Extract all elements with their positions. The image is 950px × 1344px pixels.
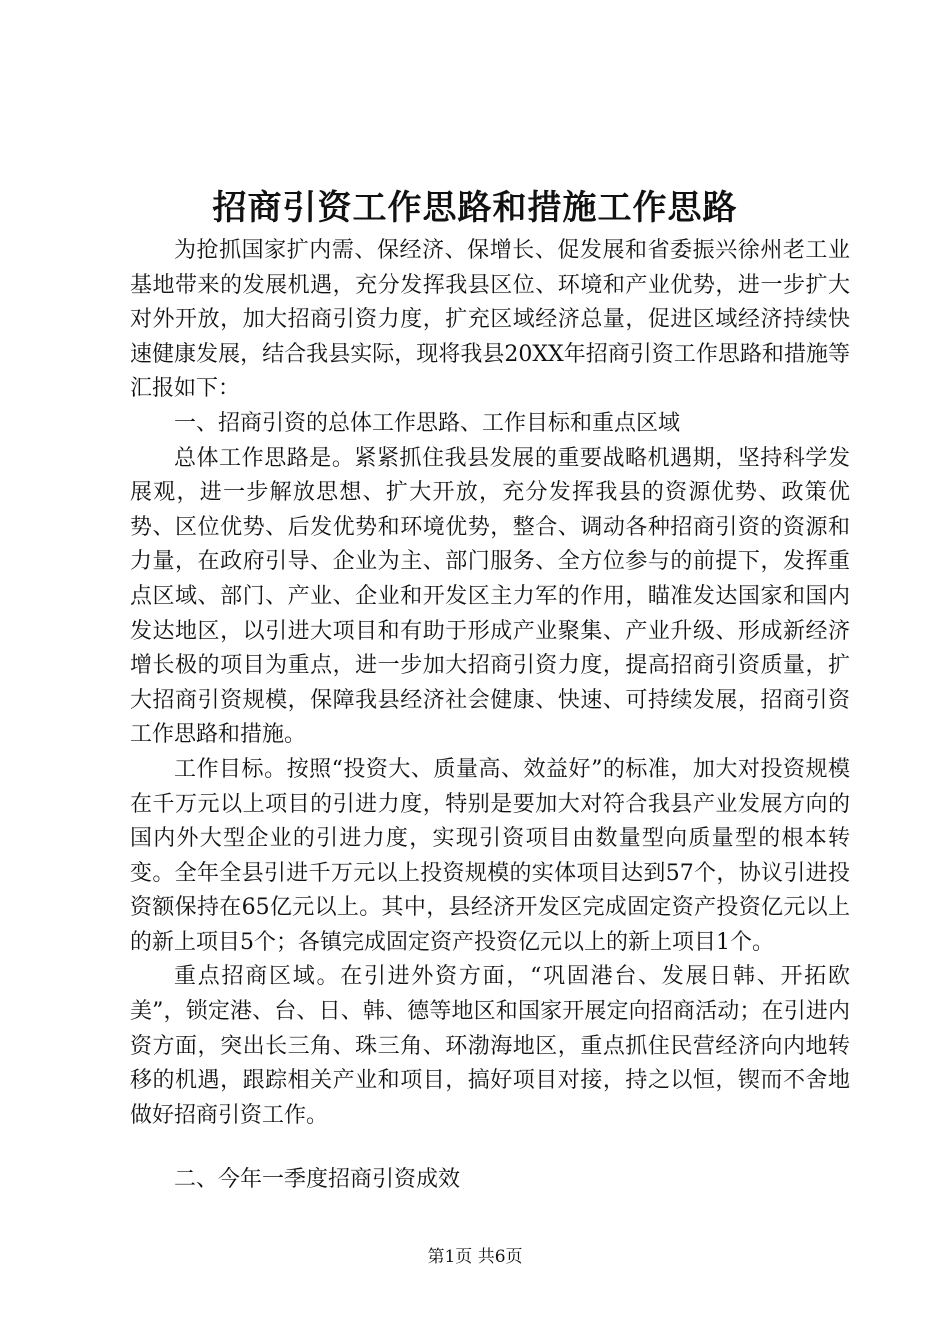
document-title: 招商引资工作思路和措施工作思路 bbox=[212, 188, 738, 228]
overall-approach-paragraph: 总体工作思路是。紧紧抓住我县发展的重要战略机遇期，坚持科学发展观，进一步解放思想、扩大开放，充分发挥我县的资源优势、政策优势、区位优势、后发优势和环境优势，整合、调动各种招商引资的资源和力量，在政府引导、企业为主、部门服务、全方位参与的前提下，发挥重点区域、部门、产业、企业和开发区主力军的作用，瞄准发达国家和国内发达地区，以引进大项目和有助于形成产业聚集、产业升级、形成新经济增长极的项目为重点，进一步加大招商引资力度，提高招商引资质量，扩大招商引资规模，保障我县经济社会健康、快速、可持续发展，招商引资工作思路和措施。 bbox=[130, 445, 850, 748]
key-regions-paragraph: 重点招商区域。在引进外资方面，“巩固港台、发展日韩、开拓欧美”，锁定港、台、日、韩、德等地区和国家开展定向招商活动；在引进内资方面，突出长三角、珠三角、环渤海地区，重点抓住民营经济向内地转移的机遇，跟踪相关产业和项目，搞好项目对接，持之以恒，锲而不舍地做好招商引资工作。 bbox=[130, 964, 850, 1128]
intro-paragraph: 为抢抓国家扩内需、保经济、保增长、促发展和省委振兴徐州老工业基地带来的发展机遇，充分发挥我县区位、环境和产业优势，进一步扩大对外开放，加大招商引资力度，扩充区域经济总量，促进区域经济持续快速健康发展，结合我县实际，现将我县20XX年招商引资工作思路和措施等汇报如下： bbox=[130, 238, 850, 402]
work-goals-paragraph: 工作目标。按照“投资大、质量高、效益好”的标准，加大对投资规模在千万元以上项目的引进力度，特别是要加大对符合我县产业发展方向的国内外大型企业的引进力度，实现引资项目由数量型向质量型的根本转变。全年全县引进千万元以上投资规模的实体项目达到57个，协议引进投资额保持在65亿元以上。其中，县经济开发区完成固定资产投资亿元以上的新上项目5个；各镇完成固定资产投资亿元以上的新上项目1个。 bbox=[130, 756, 850, 955]
paragraph-spacer bbox=[130, 1133, 850, 1163]
section-heading-2: 二、今年一季度招商引资成效 bbox=[174, 1167, 461, 1193]
page-number-footer: 第1页 共6页 bbox=[427, 1247, 523, 1267]
document-body bbox=[130, 234, 850, 1198]
section-heading-1: 一、招商引资的总体工作思路、工作目标和重点区域 bbox=[174, 410, 681, 436]
